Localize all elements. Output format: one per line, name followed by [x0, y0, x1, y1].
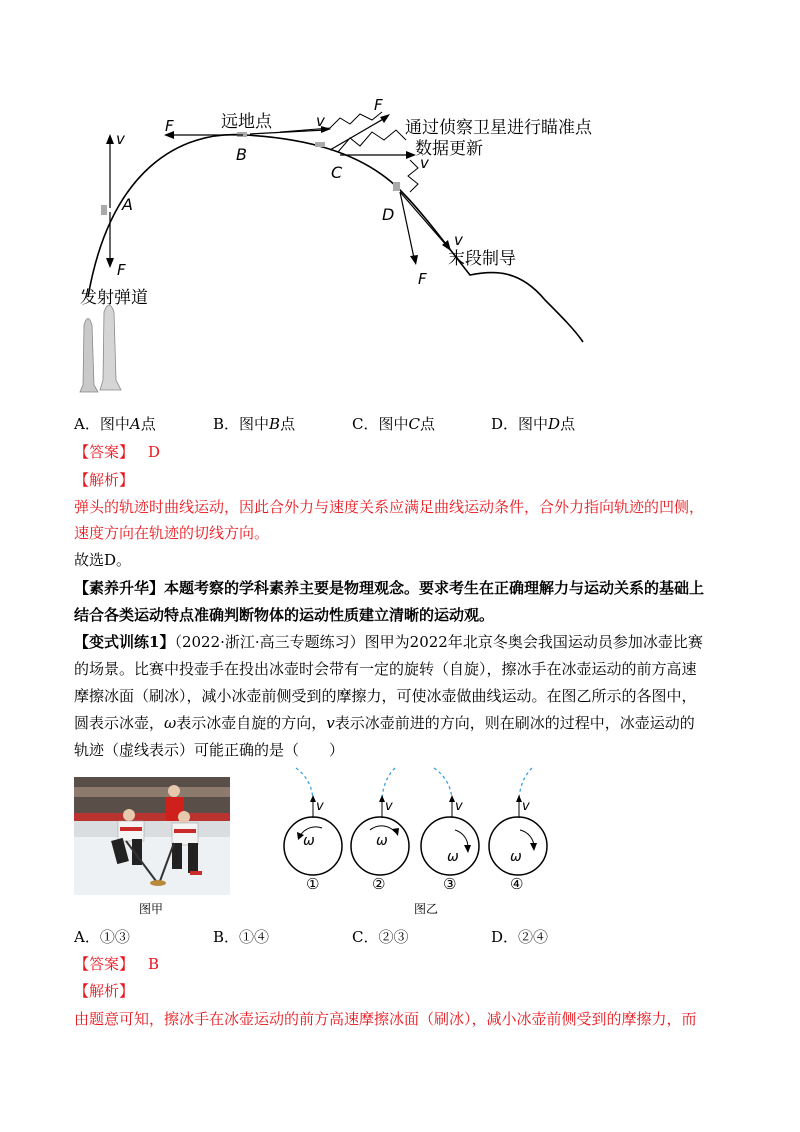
label-tongguo: 通过侦察卫星进行瞄准点: [405, 118, 592, 138]
q2-option-b[interactable]: B．①④: [213, 928, 270, 946]
label-v-A: v: [116, 130, 125, 148]
label-moduan: 末段制导: [448, 249, 516, 269]
trajectory-3: [434, 768, 452, 800]
q2-line1: 【变式训练1】（2022·浙江·高三专题练习）图甲为2022年北京冬奥会我国运动员参加冰壶比赛: [74, 633, 703, 651]
q2-option-a[interactable]: A．①③: [74, 928, 130, 946]
q2-analysis-label: 【解析】: [74, 982, 135, 1000]
v-label-1: v: [316, 799, 324, 814]
circle-label-2: ②: [372, 875, 386, 892]
label-F-C: F: [374, 96, 383, 114]
label-B: B: [236, 145, 247, 164]
q1-analysis-line1: 弹头的轨迹时曲线运动，因此合外力与速度关系应满足曲线运动条件，合外力指向轨迹的凹侧，: [74, 498, 705, 516]
q1-analysis-line2: 速度方向在轨迹的切线方向。: [74, 524, 270, 542]
label-F-B: F: [165, 117, 174, 135]
label-v-D: v: [454, 231, 463, 249]
q2-analysis-line1: 由题意可知，擦冰手在冰壶运动的前方高速摩擦冰面（刷冰），减小冰壶前侧受到的摩擦力，而: [74, 1010, 697, 1028]
q1-option-d[interactable]: D．图中D点: [491, 415, 576, 433]
label-F-D: F: [418, 270, 427, 288]
trajectory-1: [296, 768, 313, 800]
fig-yi-caption: 图乙: [414, 902, 439, 916]
q2-line5: 轨迹（虚线表示）可能正确的是（ ）: [74, 741, 345, 759]
trajectory-4: [519, 768, 532, 800]
omega-label-2: ω: [376, 833, 388, 849]
trajectory-figure: [60, 90, 600, 410]
q1-options: [74, 413, 734, 435]
v-label-2: v: [385, 799, 393, 814]
label-F-A: F: [117, 261, 126, 279]
fig-jia-caption: 图甲: [139, 902, 164, 916]
rocket-image: [80, 305, 121, 392]
circle-label-4: ④: [510, 875, 524, 892]
label-shuju: 数据更新: [415, 139, 483, 159]
q1-analysis-label: 【解析】: [74, 471, 135, 489]
trajectory-2: [382, 768, 395, 800]
q1-option-a[interactable]: A．图中A点: [74, 415, 156, 433]
suyang-line2: 结合各类运动特点准确判断物体的运动性质建立清晰的运动观。: [74, 606, 495, 624]
circle-label-1: ①: [306, 875, 320, 892]
label-v-B: v: [316, 112, 325, 130]
suyang-line1: 【素养升华】本题考察的学科素养主要是物理观念。要求考生在正确理解力与运动关系的基础上: [74, 579, 705, 597]
q1-option-b[interactable]: B．图中B点: [213, 415, 296, 433]
label-v-C: v: [420, 154, 429, 172]
q1-conclusion: 故选D。: [74, 551, 132, 569]
q2-line3: 摩擦冰面（刷冰），减小冰壶前侧受到的摩擦力，可使冰壶做曲线运动。在图乙所示的各图中，: [74, 687, 697, 705]
q2-line4: 圆表示冰壶，ω表示冰壶自旋的方向，v表示冰壶前进的方向，则在刷冰的过程中，冰壶运动的: [74, 714, 695, 732]
v-label-3: v: [455, 799, 463, 814]
v-label-4: v: [522, 799, 530, 814]
label-C: C: [331, 163, 343, 182]
q2-line2: 的场景。比赛中投壶手在投出冰壶时会带有一定的旋转（自旋），擦冰手在冰壶运动的前方高速: [74, 660, 697, 678]
q2-label: 【变式训练1】: [74, 633, 175, 651]
curling-diagrams: [270, 762, 570, 892]
omega-label-4: ω: [510, 849, 522, 865]
q2-option-c[interactable]: C．②③: [352, 928, 409, 946]
q2-option-d[interactable]: D．②④: [491, 928, 549, 946]
label-fashe: 发射弹道: [80, 288, 148, 308]
label-A: A: [122, 195, 133, 214]
circle-label-3: ③: [443, 875, 457, 892]
q2-answer: 【答案】 B: [74, 955, 160, 973]
label-yuandidian: 远地点: [221, 112, 272, 132]
q1-answer: 【答案】 D: [74, 443, 161, 461]
omega-label-1: ω: [303, 833, 315, 849]
q2-options: [74, 926, 734, 948]
omega-label-3: ω: [447, 849, 459, 865]
stone-4: [489, 817, 547, 875]
curling-photo: [74, 777, 230, 895]
label-D: D: [382, 205, 395, 224]
q1-option-c[interactable]: C．图中C点: [352, 415, 435, 433]
